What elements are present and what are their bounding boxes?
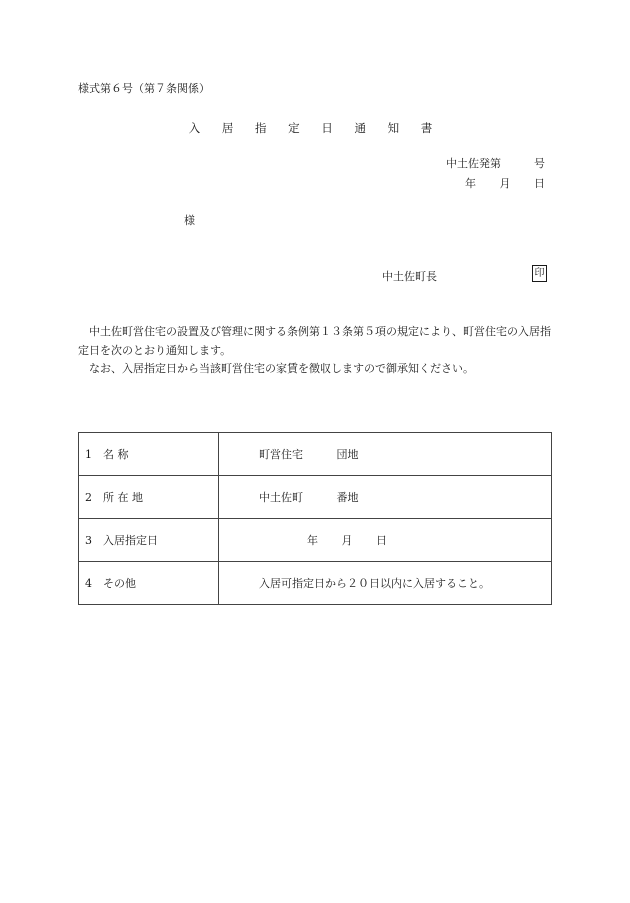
table-row bbox=[79, 476, 552, 519]
row-label: 3 入居指定日 bbox=[79, 519, 219, 562]
document-number: 中土佐発第 号 bbox=[446, 157, 545, 170]
body-paragraph-2: なお、入居指定日から当該町営住宅の家賃を徴収しますので御承知ください。 bbox=[78, 362, 474, 375]
row-label: 4 その他 bbox=[79, 562, 219, 605]
document-title: 入 居 指 定 日 通 知 書 bbox=[188, 121, 442, 135]
row-value: 中土佐町 番地 bbox=[219, 476, 552, 519]
issuer-name: 中土佐町長 bbox=[382, 270, 437, 283]
row-value: 入居可指定日から２０日以内に入居すること。 bbox=[219, 562, 552, 605]
row-label: 1 名 称 bbox=[79, 433, 219, 476]
seal-mark: 印 bbox=[532, 265, 547, 282]
table-row bbox=[79, 519, 552, 562]
document-date: 年 月 日 bbox=[465, 177, 545, 190]
row-value: 年 月 日 bbox=[219, 519, 552, 562]
form-number: 様式第６号（第７条関係） bbox=[78, 82, 210, 95]
table-row bbox=[79, 562, 552, 605]
row-value: 町営住宅 団地 bbox=[219, 433, 552, 476]
row-label: 2 所 在 地 bbox=[79, 476, 219, 519]
table-row bbox=[79, 433, 552, 476]
body-paragraph-1: 中土佐町営住宅の設置及び管理に関する条例第１３条第５項の規定により、町営住宅の入居指定日を次のとおり通知します。 bbox=[78, 325, 551, 357]
info-table bbox=[78, 432, 552, 605]
addressee: 様 bbox=[184, 214, 195, 227]
